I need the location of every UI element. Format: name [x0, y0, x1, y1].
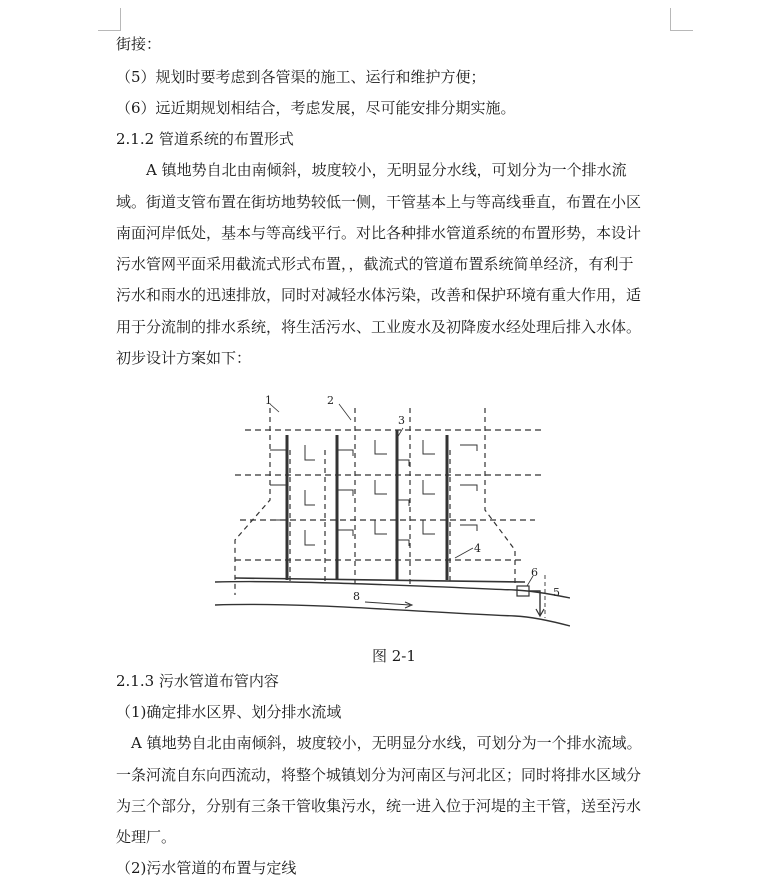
text-line: 域。街道支管布置在街坊地势较低一侧，干管基本上与等高线垂直，布置在小区	[116, 193, 642, 211]
figure-label: 3	[398, 414, 405, 427]
sewer-layout-figure	[215, 390, 570, 635]
text-line: （6）远近期规划相结合，考虑发展，尽可能安排分期实施。	[116, 99, 516, 117]
text-line: 处理厂。	[116, 828, 177, 846]
text-line: 南面河岸低处，基本与等高线平行。对比各种排水管道系统的布置形势，本设计	[116, 224, 642, 242]
figure-label: 4	[474, 542, 481, 555]
text-line: 一条河流自东向西流动，将整个城镇划分为河南区与河北区；同时将排水区域分	[116, 766, 642, 784]
section-heading: 2.1.2 管道系统的布置形式	[116, 130, 294, 148]
figure-label: 5	[553, 586, 560, 599]
page-corner-mark-top-left	[98, 8, 121, 31]
figure-label: 2	[327, 394, 334, 407]
text-line: （1)确定排水区界、划分排水流域	[116, 703, 342, 721]
text-line: 街接：	[116, 35, 162, 53]
text-line: 用于分流制的排水系统，将生活污水、工业废水及初降废水经处理后排入水体。	[116, 318, 642, 336]
text-line: A 镇地势自北由南倾斜，坡度较小，无明显分水线，可划分为一个排水流域。	[116, 734, 642, 752]
section-heading: 2.1.3 污水管道布管内容	[116, 672, 279, 690]
text-line: 污水管网平面采用截流式形式布置，，截流式的管道布置系统简单经济，有利于	[116, 255, 634, 273]
sewer-layout-diagram	[215, 390, 570, 635]
page-corner-mark-top-right	[670, 8, 693, 31]
text-line: A 镇地势自北由南倾斜，坡度较小，无明显分水线，可划分为一个排水流	[116, 161, 627, 179]
figure-label: 1	[265, 394, 272, 407]
text-line: 污水和雨水的迅速排放，同时对减轻水体污染，改善和保护环境有重大作用，适	[116, 286, 642, 304]
text-line: 初步设计方案如下：	[116, 349, 252, 367]
text-line: 为三个部分，分别有三条干管收集污水，统一进入位于河堤的主干管，送至污水	[116, 797, 642, 815]
text-line: （5）规划时要考虑到各管渠的施工、运行和维护方便；	[116, 68, 486, 86]
figure-label: 6	[531, 566, 538, 579]
figure-caption: 图 2-1	[372, 647, 416, 665]
figure-label: 8	[353, 590, 360, 603]
text-line: （2)污水管道的布置与定线	[116, 859, 297, 877]
